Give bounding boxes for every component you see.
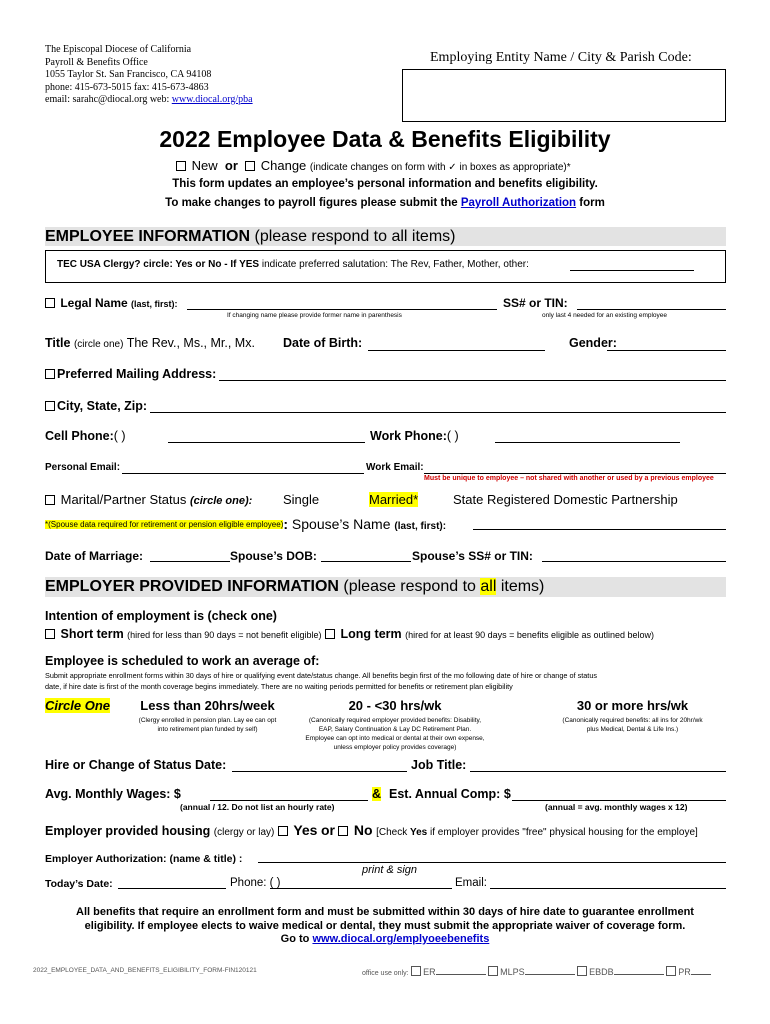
marital-married[interactable] <box>369 492 418 507</box>
circle-one-text: Circle One <box>45 698 111 713</box>
legal-name-note: (last, first): <box>131 299 178 309</box>
employer-section-note-1: (please respond to <box>338 578 481 595</box>
form-title: 2022 Employee Data & Benefits Eligibility <box>159 126 611 152</box>
work-phone-row <box>370 429 459 443</box>
employer-section-header <box>45 577 726 597</box>
housing-note: (clergy or lay) <box>213 827 275 838</box>
short-term-checkbox[interactable] <box>45 629 55 639</box>
housing-no-label: No <box>353 822 373 838</box>
office-line-1: The Episcopal Diocese of California <box>45 44 192 55</box>
footer-line-3: Go to www.diocal.org/emplyoeebenefits <box>280 933 490 945</box>
gender-label: Gender: <box>569 336 617 350</box>
legal-name-hint: If changing name please provide former name in parenthesis <box>227 312 402 319</box>
employment-term-row <box>45 627 654 641</box>
option-less-20-note-2: into retirement plan funded by self) <box>157 726 258 733</box>
legal-name-row <box>45 296 178 310</box>
housing-label: Employer provided housing <box>45 824 211 838</box>
option-30-plus[interactable] <box>540 698 725 734</box>
dob-label: Date of Birth: <box>283 336 363 350</box>
marital-row <box>45 492 252 507</box>
marital-checkbox[interactable] <box>45 495 55 505</box>
cell-phone-field[interactable] <box>168 442 365 443</box>
housing-row <box>45 822 698 838</box>
work-phone-field[interactable] <box>495 442 680 443</box>
city-label: City, State, Zip: <box>57 399 148 413</box>
city-checkbox[interactable] <box>45 401 55 411</box>
option-20-30-note-1: (Canonically required employer provided benefits: Disability, <box>308 717 482 724</box>
form-id: 2022_EMPLOYEE_DATA_AND_BENEFITS_ELIGIBILITY_FORM-FIN120121 <box>33 967 257 974</box>
option-20-30-note-2: EAP, Salary Continuation & Lay DC Retirement Plan. <box>318 726 472 733</box>
marriage-date-field[interactable] <box>150 561 230 562</box>
option-less-20-label: Less than 20hrs/week <box>140 698 275 713</box>
mailing-label: Preferred Mailing Address: <box>57 367 217 381</box>
option-20-30-note-4: unless employer policy provides coverage) <box>333 744 457 751</box>
mailing-row <box>45 367 216 381</box>
employer-section-highlight: all <box>480 578 497 595</box>
title-options[interactable]: The Rev., Ms., Mr., Mx. <box>126 336 255 350</box>
clergy-question-rest: indicate preferred salutation: The Rev, Father, Mother, other: <box>259 259 529 270</box>
option-30-plus-label: 30 or more hrs/wk <box>576 698 689 713</box>
title-row <box>45 336 255 350</box>
spouse-name-field[interactable] <box>473 529 726 530</box>
gender-field[interactable] <box>607 350 726 351</box>
work-phone-area: ( ) <box>446 429 459 443</box>
spouse-name-row: *(Spouse data required for retirement or pension eligible employee): Spouse’s Name (last, first): <box>45 516 447 532</box>
employee-section-note: (please respond to all items) <box>250 228 456 245</box>
wages-note: (annual / 12. Do not list an hourly rate) <box>180 802 335 812</box>
work-email-field[interactable] <box>424 473 726 474</box>
office-line-2: Payroll & Benefits Office <box>45 56 148 68</box>
marital-single[interactable]: Single <box>283 492 320 507</box>
today-field[interactable] <box>118 888 226 889</box>
marital-srdp[interactable]: State Registered Domestic Partnership <box>453 492 678 507</box>
office-address-block <box>45 44 253 107</box>
legal-name-field[interactable] <box>187 309 497 310</box>
marital-label: Marital/Partner Status <box>60 492 187 507</box>
option-30-plus-note-1: (Canonically required benefits: all ins for 20hr/wk <box>562 717 703 724</box>
option-less-20-note-1: (Clergy enrolled in pension plan. Lay ee can opt <box>138 717 277 724</box>
new-checkbox[interactable] <box>176 161 186 171</box>
print-sign-label: print & sign <box>362 864 418 876</box>
footer-notice <box>0 906 770 947</box>
payroll-authorization-link[interactable]: Payroll Authorization <box>460 197 577 209</box>
employee-section-header <box>45 227 726 246</box>
cell-phone-area: ( ) <box>113 429 126 443</box>
ebdb-checkbox[interactable] <box>577 966 587 976</box>
clergy-question <box>57 259 529 270</box>
legal-name-label: Legal Name <box>60 296 128 310</box>
short-term-label: Short term <box>60 627 124 641</box>
spouse-note: *(Spouse data required for retirement or pension eligible employee) <box>45 520 284 529</box>
personal-email-label: Personal Email: <box>45 462 121 473</box>
option-20-30-note-3: Employee can opt into medical or dental at their own expense, <box>305 735 485 742</box>
auth-email-field[interactable] <box>490 888 726 889</box>
spouse-name-note: (last, first): <box>394 521 447 532</box>
intro-line-2-prefix: To make changes to payroll figures please submit the <box>165 197 461 209</box>
office-web-link[interactable]: www.diocal.org/pba <box>171 94 253 105</box>
legal-name-checkbox[interactable] <box>45 298 55 308</box>
mlps-checkbox[interactable] <box>488 966 498 976</box>
office-email: email: sarahc@diocal.org web: <box>45 94 172 105</box>
title-note: (circle one) <box>73 339 124 350</box>
city-field[interactable] <box>150 412 726 413</box>
mailing-checkbox[interactable] <box>45 369 55 379</box>
ssn-hint: only last 4 needed for an existing employee <box>542 312 668 319</box>
intro-line-2-suffix: form <box>576 197 605 209</box>
annual-label: Est. Annual Comp: $ <box>389 787 511 801</box>
spouse-dob-label: Spouse’s DOB: <box>230 549 317 563</box>
hire-date-label: Hire or Change of Status Date: <box>45 758 227 772</box>
benefits-link[interactable]: www.diocal.org/emplyoeebenefits <box>312 933 490 945</box>
auth-phone-field[interactable] <box>270 888 452 889</box>
option-less-20[interactable] <box>120 698 295 734</box>
housing-no-checkbox[interactable] <box>338 826 348 836</box>
job-title-field[interactable] <box>470 771 726 772</box>
schedule-heading: Employee is scheduled to work an average of: <box>45 654 320 668</box>
new-change-row <box>176 158 571 173</box>
pr-checkbox[interactable] <box>666 966 676 976</box>
today-label: Today’s Date: <box>45 878 113 890</box>
employee-section-title: EMPLOYEE INFORMATION <box>45 228 251 245</box>
schedule-note-1: Submit appropriate enrollment forms within 30 days of hire or qualifying event date/status change. All benefits begin first of the mo following date of hire or change of status <box>45 671 598 680</box>
entity-input-box[interactable] <box>402 69 726 122</box>
change-checkbox[interactable] <box>245 161 255 171</box>
option-20-30-label: 20 - <30 hrs/wk <box>348 698 442 713</box>
schedule-note-2: date, if hire date is first of the month coverage begins immediately. There are no waiting periods permitted for benefits or retirement plan eligibility <box>45 682 513 691</box>
title-label: Title <box>45 336 71 350</box>
marital-married-text: Married* <box>369 492 419 507</box>
salutation-field[interactable] <box>570 270 694 271</box>
city-row <box>45 399 147 413</box>
short-term-note: (hired for less than 90 days = not benefit eligible) <box>127 630 322 640</box>
work-email-label: Work Email: <box>366 462 424 473</box>
change-note: (indicate changes on form with ✓ in boxes as appropriate)* <box>309 162 571 173</box>
personal-email-field[interactable] <box>122 473 364 474</box>
wages-field[interactable] <box>210 800 368 801</box>
intro-line-1: This form updates an employee’s personal information and benefits eligibility. <box>172 178 598 190</box>
new-label: New <box>191 158 218 173</box>
er-checkbox[interactable] <box>411 966 421 976</box>
housing-yes-checkbox[interactable] <box>278 826 288 836</box>
footer-line-2: eligibility. If employee elects to waive medical or dental, they must submit the appropriate waiver of coverage form. <box>84 919 686 932</box>
change-label: Change <box>260 158 307 173</box>
circle-one-label <box>45 698 110 713</box>
entity-label: Employing Entity Name / City & Parish Code: <box>430 50 692 65</box>
employer-section-note-2: items) <box>496 578 545 595</box>
spouse-ssn-field[interactable] <box>542 561 726 562</box>
spouse-dob-field[interactable] <box>321 561 411 562</box>
auth-phone-area: ( ) <box>269 877 281 889</box>
cell-phone-label: Cell Phone: <box>45 429 114 443</box>
employer-section-title: EMPLOYER PROVIDED INFORMATION <box>45 578 339 595</box>
housing-or-label: or <box>320 822 335 838</box>
housing-tail: [Check Yes if employer provides "free" physical housing for the employe] <box>376 827 698 838</box>
cell-phone-row <box>45 429 126 443</box>
footer-line-1: All benefits that require an enrollment form and must be submitted within 30 days of hire date to guarantee enrollment <box>76 906 694 918</box>
housing-yes-label: Yes <box>293 822 318 838</box>
hire-date-field[interactable] <box>232 771 407 772</box>
amp-label <box>372 787 381 801</box>
marriage-date-label: Date of Marriage: <box>45 549 144 563</box>
amp-text: & <box>372 787 382 801</box>
office-line-5 <box>45 94 253 107</box>
auth-email-label: Email: <box>455 877 487 889</box>
wages-label: Avg. Monthly Wages: $ <box>45 787 181 801</box>
option-30-plus-note-2: plus Medical, Dental & Life Ins.) <box>586 726 679 733</box>
intention-heading: Intention of employment is (check one) <box>45 609 277 623</box>
long-term-note: (hired for at least 90 days = benefits eligible as outlined below) <box>405 630 655 640</box>
or-label: or <box>224 158 238 173</box>
ssn-field[interactable] <box>577 309 726 310</box>
option-20-30[interactable] <box>300 698 490 752</box>
job-title-label: Job Title: <box>411 758 467 772</box>
spouse-name-label: Spouse’s Name <box>291 516 391 532</box>
work-phone-label: Work Phone: <box>370 429 447 443</box>
clergy-question-bold: TEC USA Clergy? circle: Yes or No - If YES <box>57 259 260 270</box>
schedule-note <box>45 670 597 692</box>
marital-note: (circle one): <box>189 495 253 507</box>
office-use-row: office use only: ER MLPS EBDB PR <box>362 966 711 977</box>
annual-field[interactable] <box>512 800 726 801</box>
auth-phone-label: Phone: <box>230 877 267 889</box>
email-note: Must be unique to employee – not shared with another or used by a previous employee <box>424 475 714 482</box>
office-use-label: office use only: <box>362 970 409 977</box>
office-line-4: phone: 415-673-5015 fax: 415-673-4863 <box>45 81 209 93</box>
intro-line-2 <box>0 197 770 209</box>
mailing-field[interactable] <box>219 380 726 381</box>
long-term-label: Long term <box>340 627 402 641</box>
auth-field[interactable] <box>258 862 726 863</box>
spouse-ssn-label: Spouse’s SS# or TIN: <box>412 549 533 563</box>
auth-label: Employer Authorization: (name & title) : <box>45 853 243 865</box>
ssn-label: SS# or TIN: <box>503 296 568 310</box>
office-line-3: 1055 Taylor St. San Francisco, CA 94108 <box>45 69 212 80</box>
annual-note: (annual = avg. monthly wages x 12) <box>545 802 688 812</box>
dob-field[interactable] <box>368 350 545 351</box>
long-term-checkbox[interactable] <box>325 629 335 639</box>
